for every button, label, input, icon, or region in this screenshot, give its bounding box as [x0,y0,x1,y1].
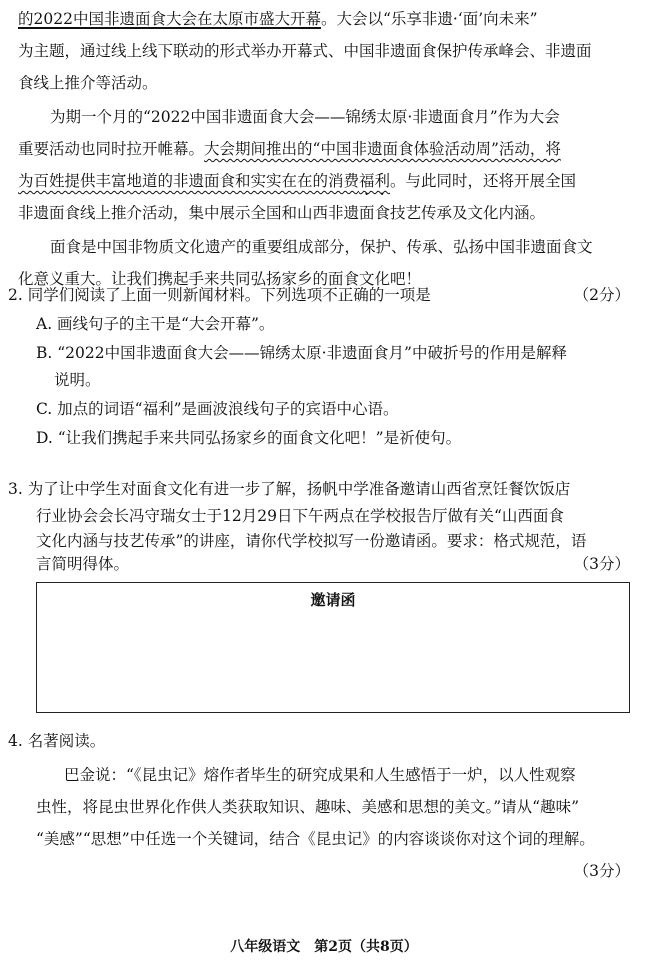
q3-line4: 言简明得体。 [36,555,130,573]
invitation-box-title: 邀请函 [310,591,356,609]
news-p1-line3: 食线上推介等活动。 [18,74,158,92]
q2-score: （2分） [573,286,630,304]
news-p1-line1: 的2022中国非遗面食大会在太原市盛大开幕。大会以“乐享非遗·‘面’向未来” [18,10,538,28]
news-p2-line2: 重要活动也同时拉开帷幕。大会期间推出的“中国非遗面食体验活动周”活动，将 [18,140,561,158]
q4-score: （3分） [573,862,630,880]
page-footer: 八年级语文 第2页（共8页） [230,939,418,955]
q2-stem: 2. 同学们阅读了上面一则新闻材料。下列选项不正确的一项是 [8,286,431,304]
news-p2-line4: 非遗面食线上推介活动，集中展示全国和山西非遗面食技艺传承及文化内涵。 [18,204,546,222]
q2-option-d: D. “让我们携起手来共同弘扬家乡的面食文化吧！”是祈使句。 [36,429,462,447]
q4-line1: 巴金说：“《昆虫记》熔作者毕生的研究成果和人生感悟于一炉，以人性观察 [64,766,576,784]
wavy-sentence-part2: 为百姓提供丰富地道的非遗面食和实实在在的消费 [18,172,360,190]
dotted-word-fuli: 福利 [359,172,391,190]
q2-option-a: A. 画线句子的主干是“大会开幕”。 [36,315,275,333]
news-p3-line1: 面食是中国非物质文化遗产的重要组成部分，保护、传承、弘扬中国非遗面食文 [50,238,593,256]
news-p3-line2: 化意义重大。让我们携起手来共同弘扬家乡的面食文化吧！ [18,270,422,288]
q2-option-b-cont: 说明。 [54,371,101,389]
q3-score: （3分） [573,555,630,573]
invitation-answer-box[interactable] [36,582,630,713]
q2-option-b: B. “2022中国非遗面食大会——锦绣太原·非遗面食月”中破折号的作用是解释 [36,344,567,362]
news-p2-line3: 为百姓提供丰富地道的非遗面食和实实在在的消费福利。与此同时，还将开展全国 [18,172,577,190]
q4-line2: 虫性，将昆虫世界化作供人类获取知识、趣味、美感和思想的美文。”请从“趣味” [36,798,580,816]
q4-title: 4. 名著阅读。 [8,732,106,750]
underlined-sentence: 的2022中国非遗面食大会在太原市盛大开幕 [18,10,321,28]
wavy-sentence-part1: 大会期间推出的“中国非遗面食体验活动周”活动，将 [204,140,561,158]
q3-line2: 行业协会会长冯守瑞女士于12月29日下午两点在学校报告厅做有关“山西面食 [36,507,564,525]
news-p2-line1: 为期一个月的“2022中国非遗面食大会——锦绣太原·非遗面食月”作为大会 [50,108,560,126]
q4-line3: “美感”“思想”中任选一个关键词，结合《昆虫记》的内容谈谈你对这个词的理解。 [36,830,595,848]
q2-option-c: C. 加点的词语“福利”是画波浪线句子的宾语中心语。 [36,400,399,418]
q3-line3: 文化内涵与技艺传承”的讲座，请你代学校拟写一份邀请函。要求：格式规范，语 [36,532,587,550]
news-p1-line2: 为主题，通过线上线下联动的形式举办开幕式、中国非遗面食保护传承峰会、非遗面 [18,42,592,60]
q3-line1: 3. 为了让中学生对面食文化有进一步了解，扬帆中学准备邀请山西省烹饪餐饮饭店 [8,480,571,498]
